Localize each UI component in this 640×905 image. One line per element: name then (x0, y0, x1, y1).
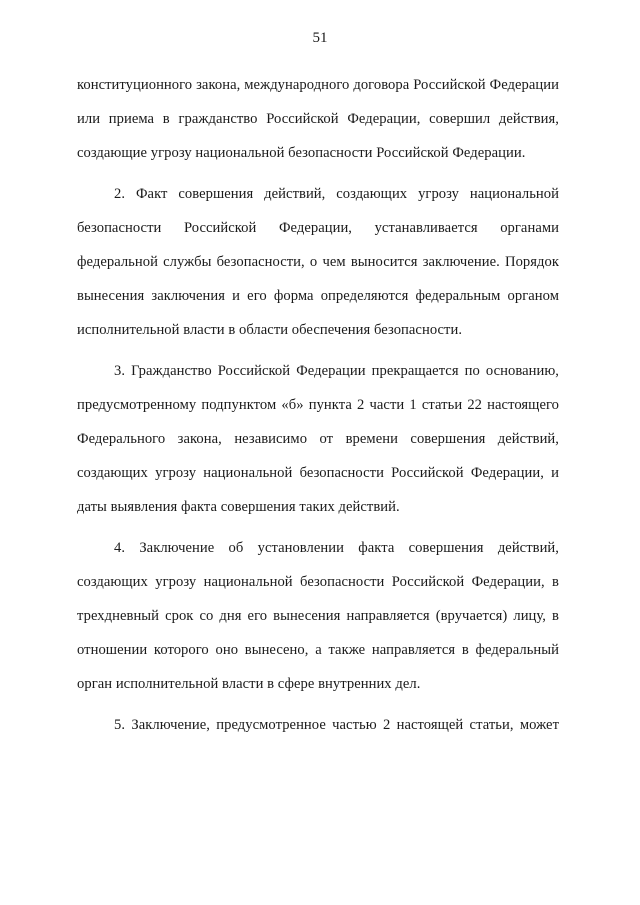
page-number: 51 (312, 30, 328, 46)
paragraph-2: 2. Факт совершения действий, создающих угрозу национальной безопасности Российской Федерации, устанавливается органами федеральной службы безопасности, о чем выносится заключение. Порядок вынесения заключения и его форма определяются федеральным органом исполнительной власти в области обеспечения безопасности. (77, 186, 559, 338)
paragraph-3: 3. Гражданство Российской Федерации прекращается по основанию, предусмотренному подпунктом «б» пункта 2 части 1 статьи 22 настоящего Федерального закона, независимо от времени совершения действий, создающих угрозу национальной безопасности Российской Федерации, и даты выявления факта совершения таких действий. (77, 363, 559, 515)
paragraph-continuation: конституционного закона, международного договора Российской Федерации или приема в гражданство Российской Федерации, совершил действия, создающие угрозу национальной безопасности Российской Федерации. (77, 77, 559, 161)
paragraph-4: 4. Заключение об установлении факта совершения действий, создающих угрозу национальной безопасности Российской Федерации, в трехдневный срок со дня его вынесения направляется (вручается) лицу, в отношении которого оно вынесено, а также направляется в федеральный орган исполнительной власти в сфере внутренних дел. (77, 540, 559, 692)
paragraph-5: 5. Заключение, предусмотренное частью 2 настоящей статьи, может (114, 717, 559, 733)
document-body (77, 68, 559, 749)
